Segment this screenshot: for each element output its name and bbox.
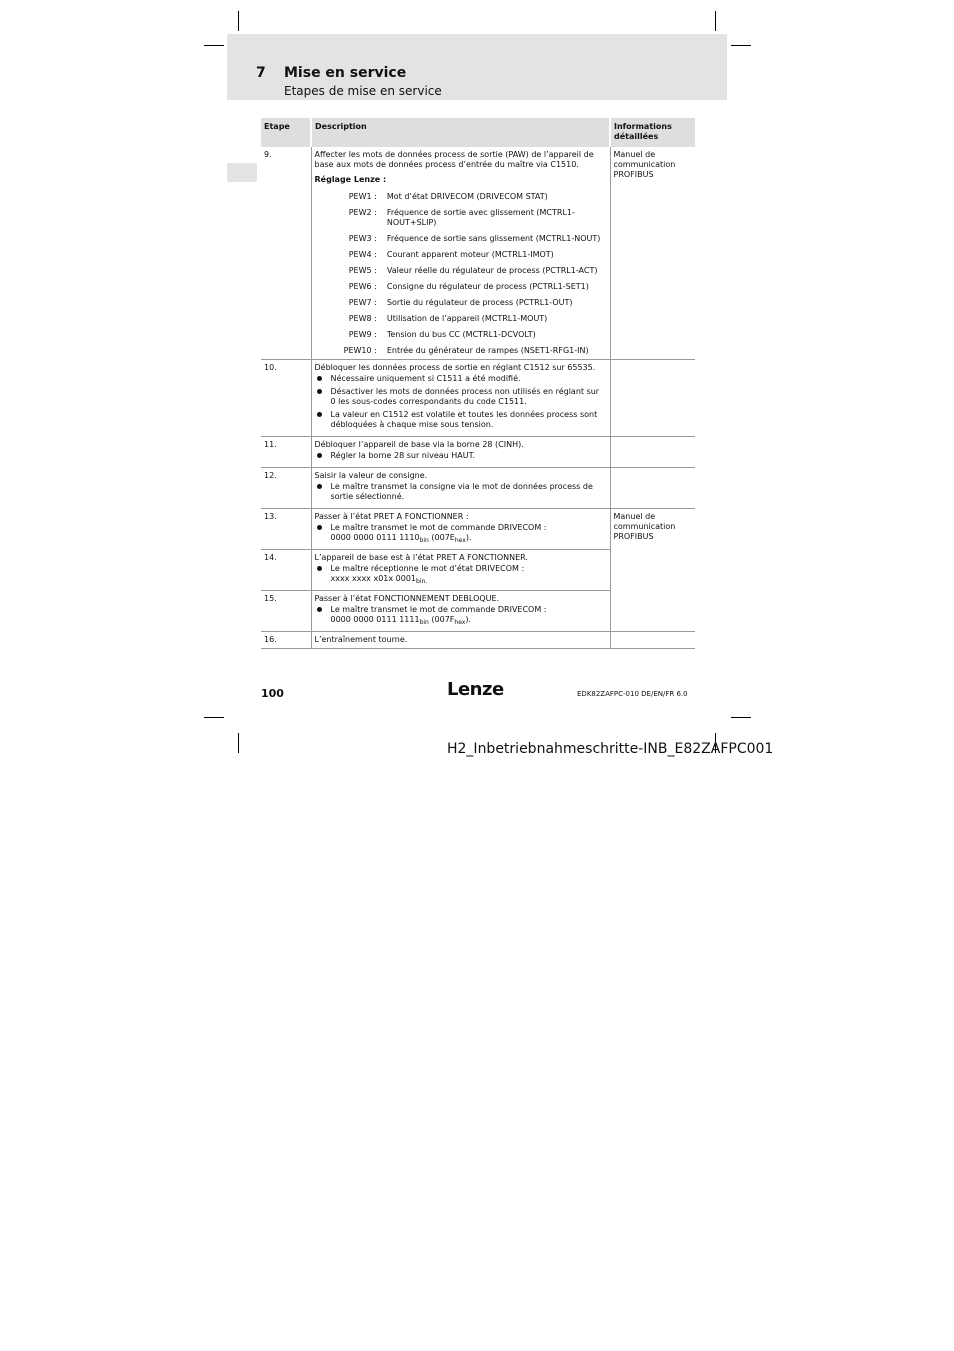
crop-mark (204, 45, 224, 46)
step-info: Manuel de communication PROFIBUS (613, 512, 676, 541)
bullet-item: Nécessaire uniquement si C1511 a été modifié. (315, 374, 607, 384)
table-row (261, 509, 695, 550)
step-number: 9. (261, 147, 311, 360)
file-name-label: H2_Inbetriebnahmeschritte-INB_E82ZAFPC001 (447, 741, 774, 757)
pew-row: PEW7 : Sortie du régulateur de process (PCTRL1-OUT) (348, 298, 573, 307)
table-row (261, 632, 695, 649)
lenze-logo: Lenze (447, 679, 504, 700)
column-header-step: Etape (261, 118, 311, 147)
crop-mark (731, 45, 751, 46)
pew-mapping-list (315, 189, 607, 356)
step-info (610, 360, 695, 437)
pew-row: PEW2 : Fréquence de sortie avec glissement (MCTRL1-NOUT+SLIP) (348, 208, 575, 227)
step-number: 15. (261, 591, 311, 632)
pew-row: PEW10 : Entrée du générateur de rampes (NSET1-RFG1-IN) (343, 346, 589, 355)
pew-row: PEW9 : Tension du bus CC (MCTRL1-DCVOLT) (348, 330, 536, 339)
step-description (311, 437, 610, 468)
step-number: 11. (261, 437, 311, 468)
step-description: L’entraînement tourne. (311, 632, 610, 649)
step-number: 16. (261, 632, 311, 649)
table-row (261, 360, 695, 437)
table-row (261, 468, 695, 509)
bullet-item: La valeur en C1512 est volatile et toutes les données process sont débloquées à chaque mise sous tension. (315, 410, 607, 430)
bullet-item: Le maître réceptionne le mot d’état DRIVECOM : xxxx xxxx x01x $0001_{bin.}$ (315, 564, 607, 584)
step-info (610, 591, 695, 632)
pew-row: PEW5 : Valeur réelle du régulateur de process (PCTRL1-ACT) (348, 266, 598, 275)
step-info (610, 468, 695, 509)
crop-mark (204, 717, 224, 718)
crop-mark (238, 733, 239, 753)
step-text: Passer à l’état FONCTIONNEMENT DEBLOQUE. (314, 594, 500, 603)
bullet-item: Le maître transmet la consigne via le mot de données process de sortie sélectionné. (315, 482, 607, 502)
document-reference: EDK82ZAFPC-010 DE/EN/FR 6.0 (577, 690, 688, 698)
pew-row: PEW8 : Utilisation de l’appareil (MCTRL1-MOUT) (348, 314, 548, 323)
step-text: L’appareil de base est à l’état PRET A FONCTIONNER. (314, 553, 528, 562)
step-info: Manuel de communication PROFIBUS (610, 147, 695, 360)
chapter-title: Mise en service (284, 65, 407, 81)
lenze-setting-label: Réglage Lenze : (314, 175, 387, 184)
step-description (311, 550, 610, 591)
table-row (261, 550, 695, 591)
bullet-item: Le maître transmet le mot de commande DRIVECOM : 0000 0000 0111 $1110_{bin}$ $(007E_{hex})$. (315, 523, 607, 543)
step-text: Débloquer l’appareil de base via la borne 28 (CINH). (314, 440, 524, 449)
step-info (610, 437, 695, 468)
step-number: 12. (261, 468, 311, 509)
column-header-info: Informations détaillées (610, 118, 695, 147)
step-text: Affecter les mots de données process de sortie (PAW) de l’appareil de base aux mots de données process d’entrée du maître via C1510. (314, 150, 594, 169)
crop-mark (731, 717, 751, 718)
crop-mark (238, 11, 239, 31)
step-description (311, 468, 610, 509)
pew-row: PEW6 : Consigne du régulateur de process (PCTRL1-SET1) (348, 282, 589, 291)
pew-row: PEW3 : Fréquence de sortie sans glissement (MCTRL1-NOUT) (348, 234, 601, 243)
step-text: Passer à l’état PRET A FONCTIONNER : (314, 512, 469, 521)
table-row (261, 591, 695, 632)
column-header-description: Description (311, 118, 610, 147)
step-info (610, 550, 695, 591)
step-number: 14. (261, 550, 311, 591)
step-number: 13. (261, 509, 311, 550)
bullet-item: Régler la borne 28 sur niveau HAUT. (315, 451, 607, 461)
side-tab-marker (227, 163, 257, 182)
step-description (311, 360, 610, 437)
step-text: Saisir la valeur de consigne. (314, 471, 428, 480)
step-description (311, 147, 610, 360)
table-row (261, 437, 695, 468)
commissioning-steps-table (261, 118, 695, 649)
bullet-item: Désactiver les mots de données process non utilisés en réglant sur 0 les sous-codes correspondants du code C1511. (315, 387, 607, 407)
pew-row: PEW1 : Mot d’état DRIVECOM (DRIVECOM STAT) (348, 192, 548, 201)
step-number: 10. (261, 360, 311, 437)
bullet-item: Le maître transmet le mot de commande DRIVECOM : 0000 0000 0111 $1111_{bin}$ $(007F_{hex})$. (315, 605, 607, 625)
step-text: Débloquer les données process de sortie en réglant C1512 sur 65535. (314, 363, 596, 372)
step-description (311, 509, 610, 550)
table-header-row (261, 118, 695, 147)
step-description (311, 591, 610, 632)
page-number: 100 (261, 687, 284, 700)
pew-row: PEW4 : Courant apparent moteur (MCTRL1-IMOT) (348, 250, 554, 259)
section-subtitle: Etapes de mise en service (284, 84, 442, 98)
table-row (261, 147, 695, 360)
chapter-number: 7 (256, 65, 266, 81)
crop-mark (715, 11, 716, 31)
step-info (610, 632, 695, 649)
